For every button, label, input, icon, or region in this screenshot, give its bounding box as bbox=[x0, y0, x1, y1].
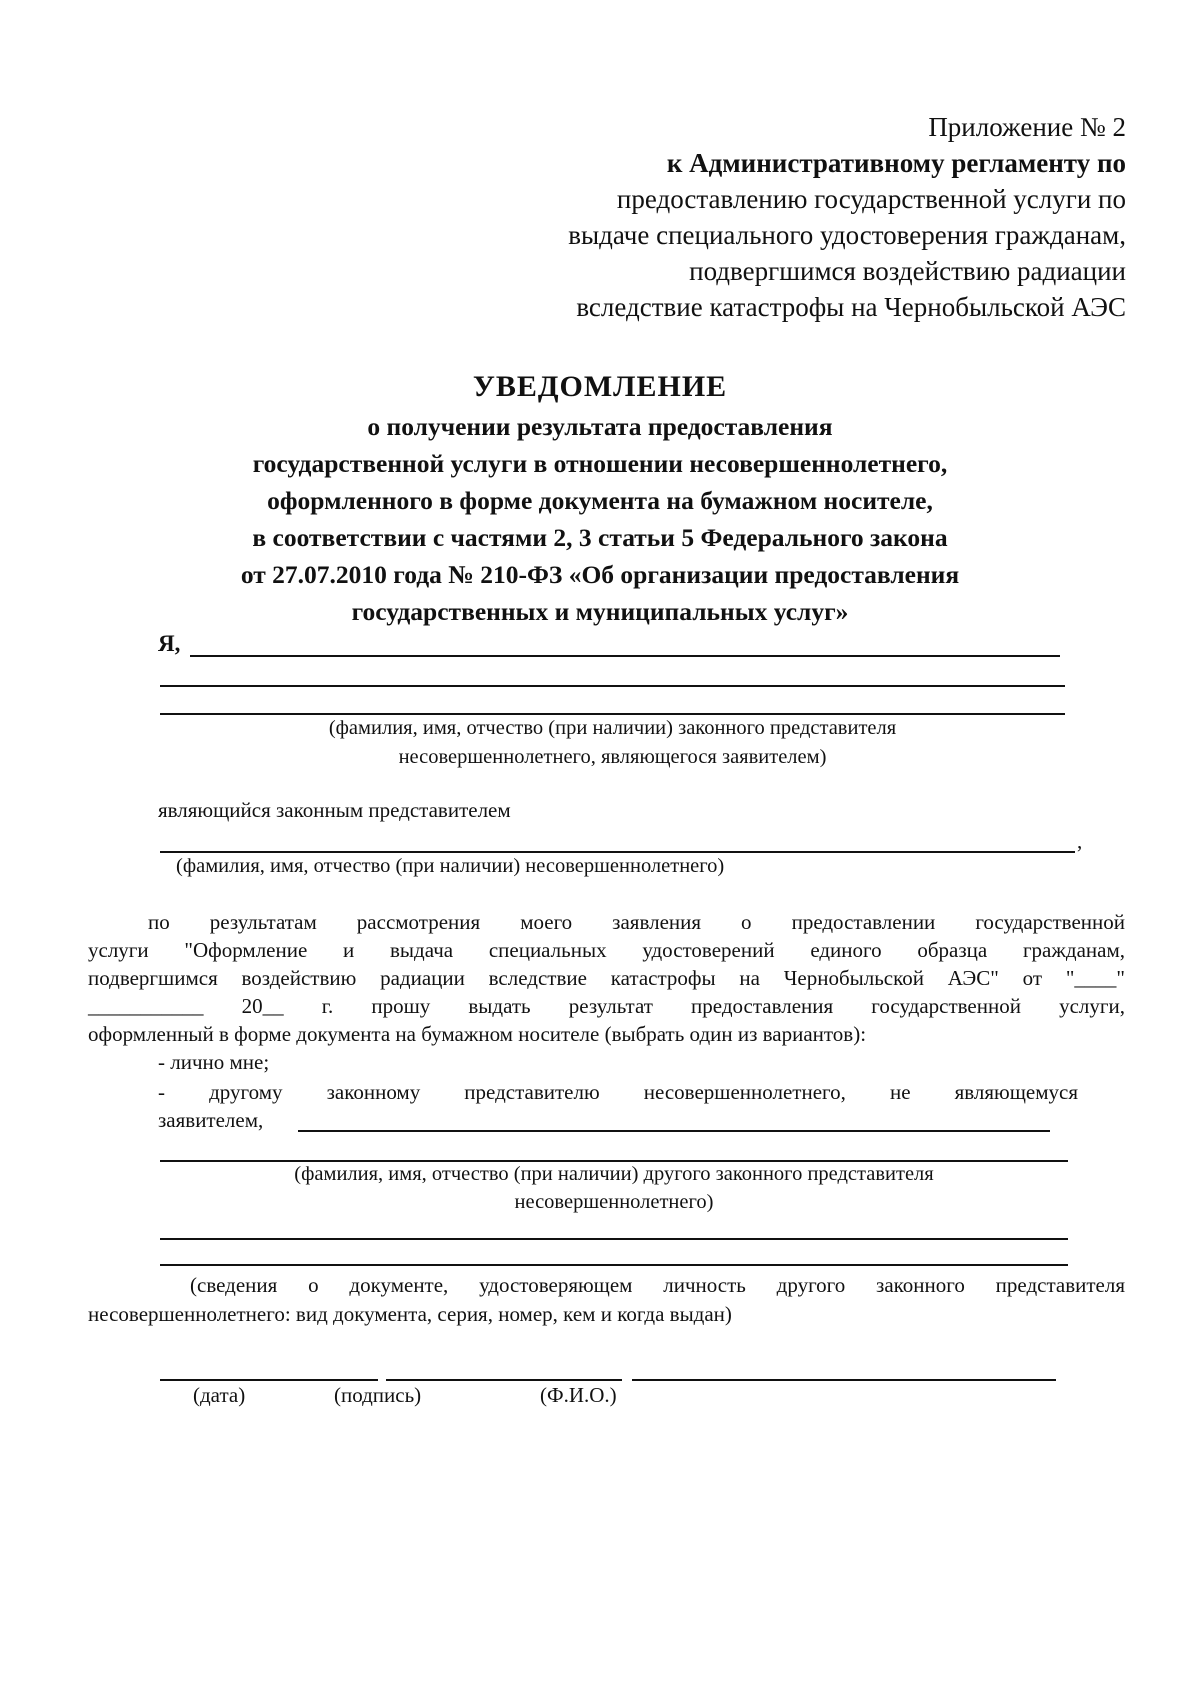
appendix-line-5: подвергшимся воздействию радиации bbox=[689, 256, 1126, 286]
other-representative-field-1[interactable] bbox=[298, 1130, 1050, 1132]
caption-other-2: несовершеннолетнего) bbox=[514, 1191, 714, 1213]
title-line-1: о получении результата предоставления bbox=[367, 412, 833, 441]
title-line-6: государственных и муниципальных услуг» bbox=[351, 597, 849, 626]
applicant-name-field-3[interactable] bbox=[160, 713, 1065, 715]
sign-name-label: (Ф.И.О.) bbox=[540, 1383, 617, 1407]
date-field[interactable] bbox=[160, 1379, 378, 1381]
title-line-4: в соответствии с частями 2, 3 статьи 5 Федерального закона bbox=[252, 523, 948, 552]
signature-field[interactable] bbox=[386, 1379, 622, 1381]
doc-info-caption-2: несовершеннолетнего: вид документа, серия, номер, кем и когда выдан) bbox=[88, 1302, 732, 1326]
option-personally: - лично мне; bbox=[158, 1050, 270, 1074]
caption-representative-1: (фамилия, имя, отчество (при наличии) законного представителя bbox=[328, 717, 897, 739]
caption-representative-2: несовершеннолетнего, являющегося заявителем) bbox=[398, 746, 827, 768]
appendix-line-4: выдаче специального удостоверения гражданам, bbox=[568, 220, 1126, 250]
sign-signature-label: (подпись) bbox=[334, 1383, 422, 1407]
document-info-field-1[interactable] bbox=[160, 1238, 1068, 1240]
minor-name-field[interactable] bbox=[160, 851, 1075, 853]
appendix-line-2: к Административному регламенту по bbox=[666, 148, 1126, 178]
doc-info-caption-1: (сведения о документе, удостоверяющем личность другого законного представителя bbox=[190, 1273, 1125, 1297]
paragraph-line-4: ___________ 20__ г. прошу выдать результат предоставления государственной услуги, bbox=[88, 994, 1125, 1018]
other-representative-field-2[interactable] bbox=[160, 1160, 1068, 1162]
appendix-line-6: вследствие катастрофы на Чернобыльской АЭС bbox=[576, 292, 1126, 322]
document-title: УВЕДОМЛЕНИЕ bbox=[472, 370, 728, 403]
paragraph-line-3: подвергшимся воздействию радиации вследствие катастрофы на Чернобыльской АЭС" от "____" bbox=[88, 966, 1125, 990]
full-name-field[interactable] bbox=[632, 1379, 1056, 1381]
caption-minor: (фамилия, имя, отчество (при наличии) несовершеннолетнего) bbox=[176, 855, 725, 877]
comma-mark: , bbox=[1077, 829, 1083, 853]
applicant-name-field-1[interactable] bbox=[190, 655, 1060, 657]
sign-date-label: (дата) bbox=[193, 1383, 246, 1407]
title-line-5: от 27.07.2010 года № 210-ФЗ «Об организации предоставления bbox=[240, 560, 960, 589]
being-representative-label: являющийся законным представителем bbox=[158, 798, 511, 822]
appendix-line-1: Приложение № 2 bbox=[928, 112, 1126, 142]
option-other-representative-cont: заявителем, bbox=[158, 1108, 264, 1132]
ya-label: Я, bbox=[158, 631, 181, 656]
option-other-representative: - другому законному представителю несовершеннолетнего, не являющемуся bbox=[158, 1080, 1078, 1104]
document-info-field-2[interactable] bbox=[160, 1264, 1068, 1266]
appendix-line-3: предоставлению государственной услуги по bbox=[616, 184, 1126, 214]
title-line-3: оформленного в форме документа на бумажном носителе, bbox=[267, 486, 933, 515]
paragraph-line-1: по результатам рассмотрения моего заявления о предоставлении государственной bbox=[148, 910, 1125, 934]
paragraph-line-5: оформленный в форме документа на бумажном носителе (выбрать один из вариантов): bbox=[88, 1022, 867, 1046]
paragraph-line-2: услуги "Оформление и выдача специальных удостоверений единого образца гражданам, bbox=[88, 938, 1125, 962]
caption-other-1: (фамилия, имя, отчество (при наличии) другого законного представителя bbox=[294, 1163, 934, 1185]
applicant-name-field-2[interactable] bbox=[160, 685, 1065, 687]
title-line-2: государственной услуги в отношении несовершеннолетнего, bbox=[252, 449, 948, 478]
